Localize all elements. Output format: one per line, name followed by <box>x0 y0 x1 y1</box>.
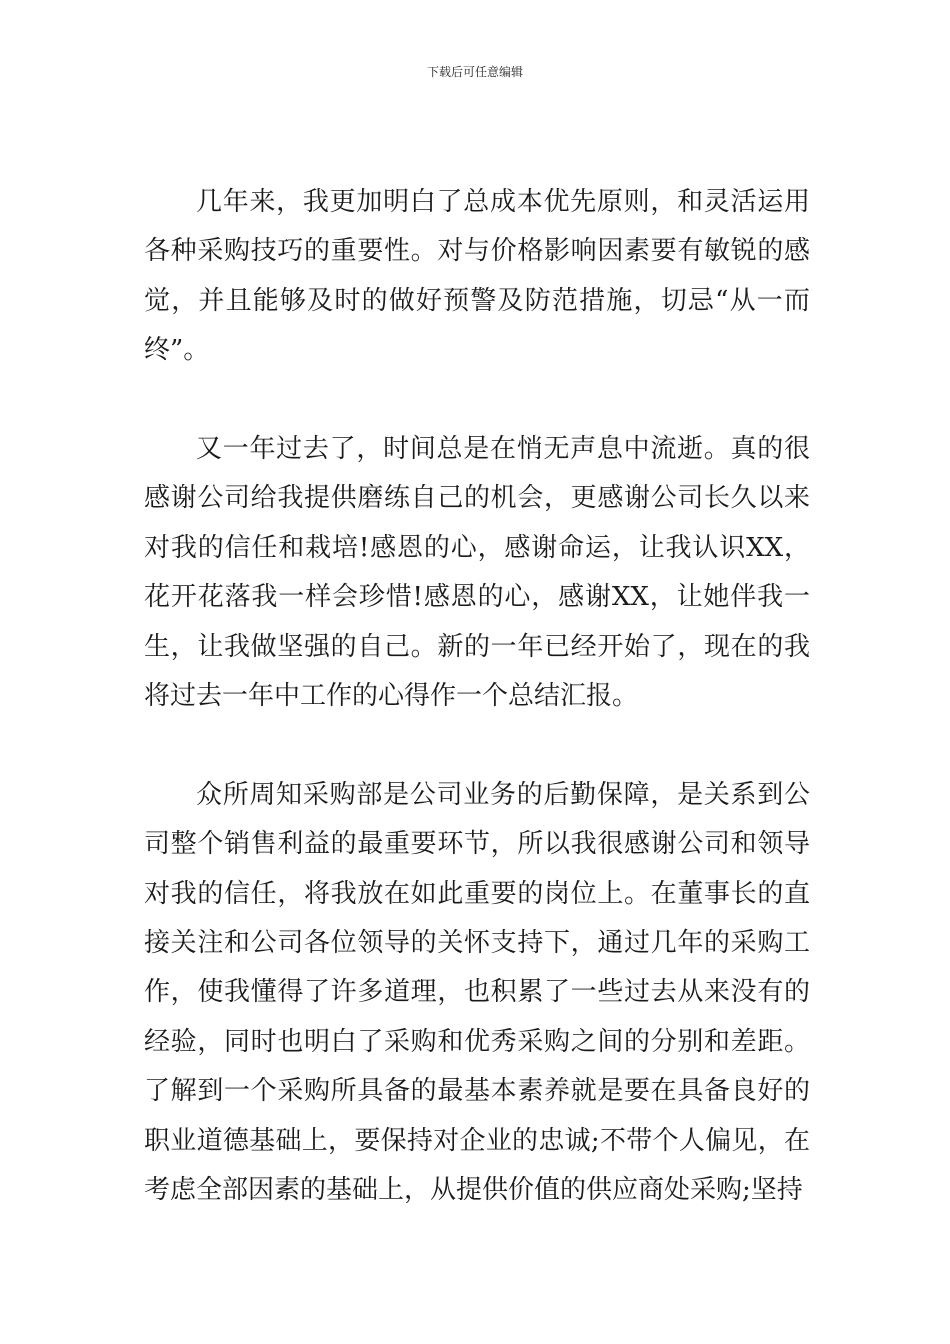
page-header: 下载后可任意编辑 <box>426 65 523 79</box>
paragraph-1: 几年来，我更加明白了总成本优先原则，和灵活运用各种采购技巧的重要性。对与价格影响因素要有敏锐的感觉，并且能够及时的做好预警及防范措施，切忌“从一而终”。 <box>144 187 810 366</box>
document-body <box>144 178 810 1216</box>
paragraph-2: 又一年过去了，时间总是在悄无声息中流逝。真的很感谢公司给我提供磨练自己的机会，更感谢公司长久以来对我的信任和栽培!感恩的心，感谢命运，让我认识XX，花开花落我一样会珍惜!感恩的心，感谢XX，让她伴我一生，让我做坚强的自己。新的一年已经开始了，现在的我将过去一年中工作的心得作一个总结汇报。 <box>144 434 810 712</box>
paragraph-3: 众所周知采购部是公司业务的后勤保障，是关系到公司整个销售利益的最重要环节，所以我很感谢公司和领导对我的信任，将我放在如此重要的岗位上。在董事长的直接关注和公司各位领导的关怀支持下，通过几年的采购工作，使我懂得了许多道理，也积累了一些过去从来没有的经验，同时也明白了采购和优秀采购之间的分别和差距。了解到一个采购所具备的最基本素养就是要在具备良好的职业道德基础上，要保持对企业的忠诚;不带个人偏见，在考虑全部因素的基础上，从提供价值的供应商处采购;坚持 <box>144 779 810 1206</box>
